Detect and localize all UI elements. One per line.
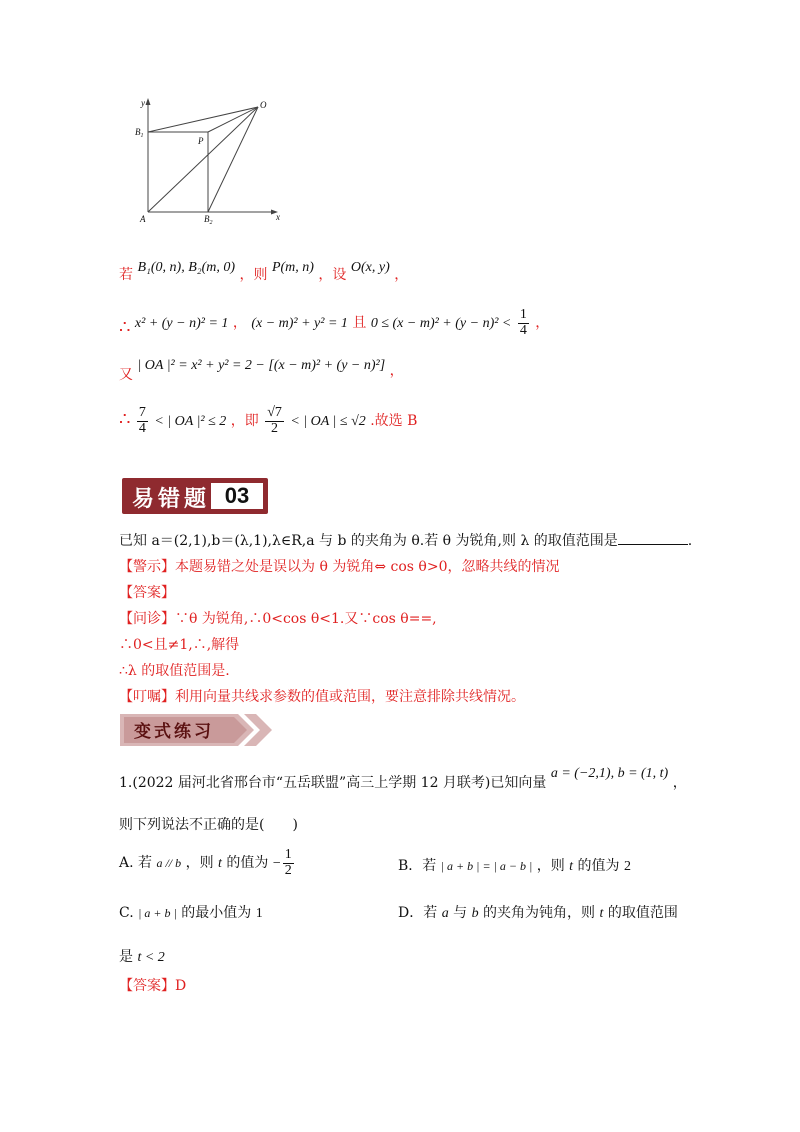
text-ruo: 若 <box>119 267 133 283</box>
variant-practice-banner <box>120 712 272 748</box>
label-y: y <box>141 98 145 108</box>
option-a: A. 若 a // b ，则 t 的值为 − $\frac{1}{2}$ <box>119 847 292 878</box>
text-end-2: ， <box>535 315 550 332</box>
label-O: O <box>260 100 267 110</box>
label-x: x <box>276 212 280 222</box>
banner-number: 03 <box>210 482 264 510</box>
option-b: B．若 | a + b | = | a − b | ，则 t 的值为 2 <box>398 858 631 874</box>
separator: ， <box>232 315 247 332</box>
point-p: P(m, n) <box>271 260 314 275</box>
solution-line-4 <box>119 406 417 436</box>
answer-line-1 <box>119 582 175 602</box>
reminder-line <box>119 686 525 706</box>
problem-text: 已知 a＝(2,1),b＝(λ,1),λ∈R,a 与 b 的夹角为 θ.若 θ 为锐角,则 λ 的取值范围是 <box>119 533 618 549</box>
answer-value: D <box>175 978 187 994</box>
text-you: 又 <box>119 367 133 383</box>
option-d: D．若 a 与 b 的夹角为钝角，则 t 的取值范围 <box>398 905 678 921</box>
text-ji: ，即 <box>230 413 259 430</box>
fraction-quarter: $\frac{1}{4}$ <box>519 307 527 338</box>
fraction-half: $\frac{1}{2}$ <box>284 847 292 878</box>
label-A: A <box>140 214 146 224</box>
diagnosis-line-2: ∴0<且≠1,∴,解得 <box>119 637 240 653</box>
inequality: 0 ≤ (x − m)² + (y − n)² < <box>370 316 512 332</box>
fraction-sqrt7: $\frac{√7}{2}$ <box>267 405 282 436</box>
answer-tag-1: 【答案】 <box>119 585 175 601</box>
warning-text: 本题易错之处是误以为 θ 为锐角⇔ cos θ>0，忽略共线的情况 <box>175 559 560 575</box>
answer-blank <box>618 530 688 545</box>
diagnosis-text-1: ∵θ 为锐角,∴0<cos θ<1.又∵cos θ==, <box>175 611 437 627</box>
option-c-expr: | a + b | <box>138 906 177 920</box>
text-end-3: ， <box>389 363 404 379</box>
solution-line-1 <box>119 256 409 283</box>
equation-1: x² + (y − n)² = 1 <box>134 316 229 332</box>
option-d-continued: 是 t < 2 <box>119 949 165 965</box>
reminder-tag: 【叮嘱】 <box>119 689 175 705</box>
variant-title: 变式练习 <box>134 722 214 742</box>
equation-2: (x − m)² + y² = 1 <box>251 316 348 332</box>
option-a-condition: a // b <box>156 856 182 871</box>
exercise-stem: 1.(2022 届河北省邢台市“五岳联盟”高三上学期 12 月联考)已知向量 a = (−2,1), b = (1, t) ， <box>119 766 687 791</box>
warning-line <box>119 556 559 576</box>
stem-vectors: a = (−2,1), b = (1, t) <box>550 766 669 781</box>
fraction-seven-quarters: $\frac{7}{4}$ <box>138 405 146 436</box>
exercise-question: 则下列说法不正确的是( ) <box>119 817 298 833</box>
choose-b: .故选 B <box>370 413 418 430</box>
reminder-text: 利用向量共线求参数的值或范围，要注意排除共线情况。 <box>175 689 525 705</box>
oa-inequality-2: < | OA | ≤ √2 <box>290 414 366 430</box>
text-qie: 且 <box>352 315 367 332</box>
label-P: P <box>198 136 204 146</box>
label-B2: $B_2$ <box>204 214 213 226</box>
diagnosis-tag: 【问诊】 <box>119 611 175 627</box>
text-ze: ，则 <box>239 267 268 283</box>
label-B1: $B_1$ <box>135 127 144 139</box>
banner-title: 易错题 <box>132 486 211 512</box>
diagnosis-line-1 <box>119 608 437 628</box>
oa-inequality-1: < | OA |² ≤ 2 <box>154 414 227 430</box>
therefore-symbol: ∴ <box>119 317 131 339</box>
point-o: O(x, y) <box>350 260 390 275</box>
therefore-symbol-2: ∴ <box>119 409 131 431</box>
answer-line-2 <box>119 975 186 995</box>
diagnosis-line-3: ∴λ 的取值范围是. <box>119 663 230 679</box>
option-b-condition: | a + b | = | a − b | <box>440 859 533 873</box>
points-b: B₁(0, n), B₂(m, 0) <box>137 260 236 275</box>
error-prone-banner <box>122 478 268 514</box>
warning-tag: 【警示】 <box>119 559 175 575</box>
answer-tag-2: 【答案】 <box>119 978 175 994</box>
solution-line-2 <box>119 308 549 338</box>
problem-statement: 已知 a＝(2,1),b＝(λ,1),λ∈R,a 与 b 的夹角为 θ.若 θ 为锐角,则 λ 的取值范围是 . <box>119 530 692 550</box>
option-c: C. | a + b | 的最小值为 1 <box>119 905 263 921</box>
stem-text: 1.(2022 届河北省邢台市“五岳联盟”高三上学期 12 月联考)已知向量 <box>119 775 547 791</box>
option-d-condition: t < 2 <box>137 950 165 965</box>
solution-line-3 <box>119 354 404 383</box>
oa-equation: | OA |² = x² + y² = 2 − [(x − m)² + (y − n)²] <box>137 358 386 373</box>
coordinate-figure <box>128 92 288 232</box>
text-end: ， <box>394 267 409 283</box>
text-she: ，设 <box>318 267 347 283</box>
